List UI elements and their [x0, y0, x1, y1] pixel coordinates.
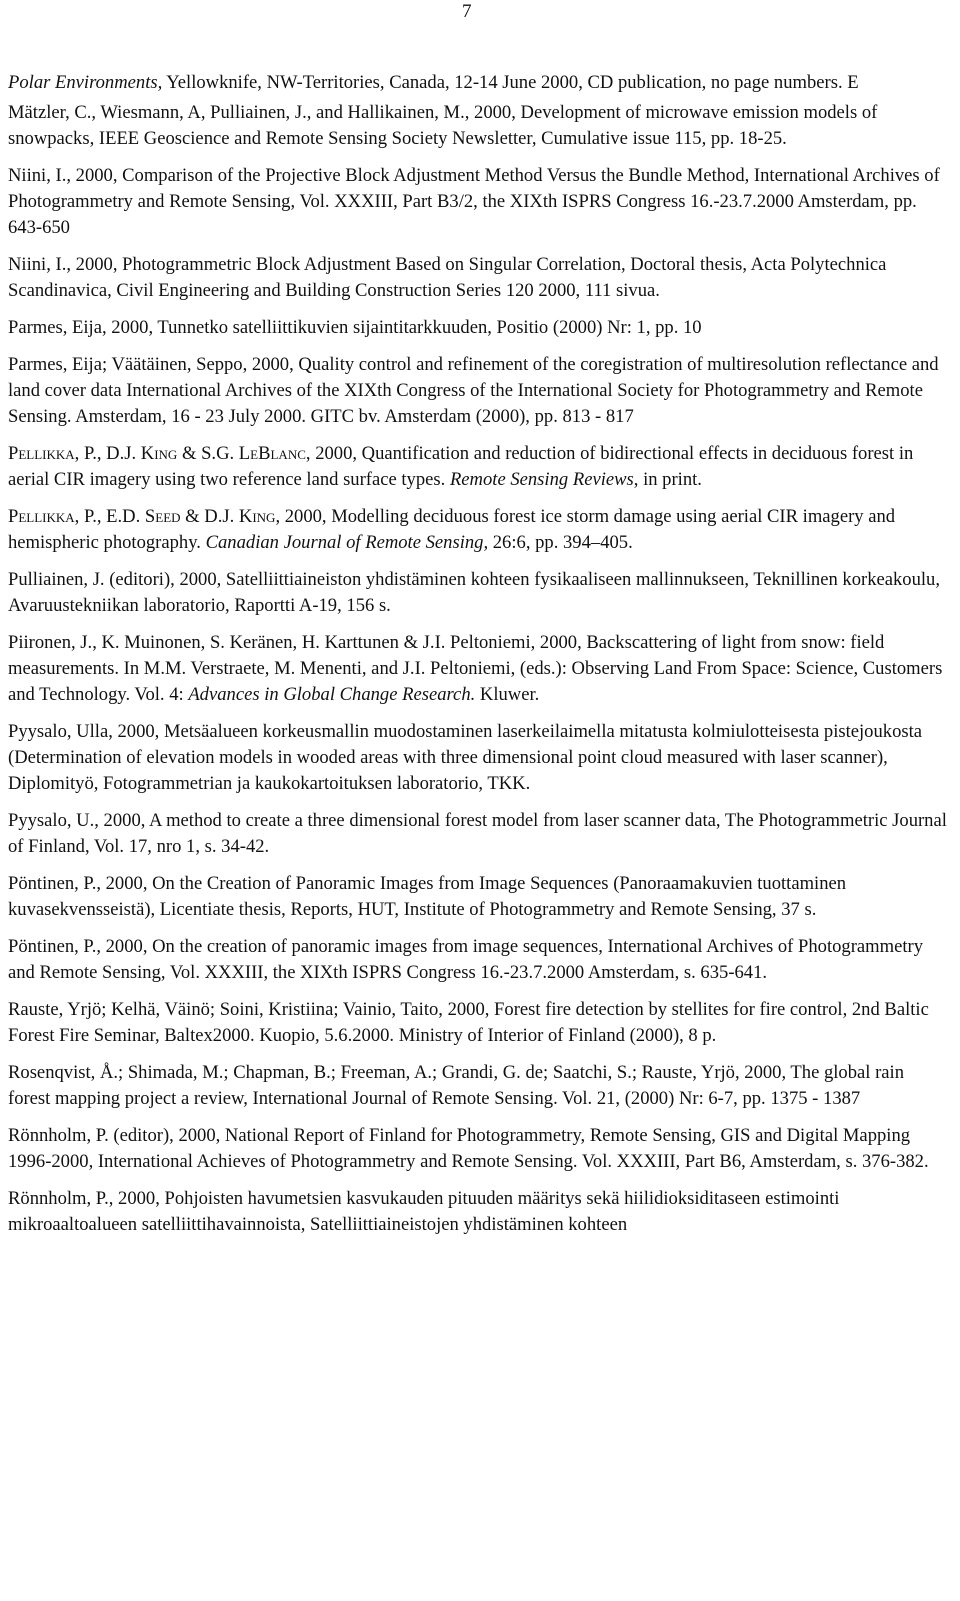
reference-item — [8, 70, 948, 96]
reference-italic: Polar Environments, — [8, 72, 163, 93]
reference-journal: Advances in Global Change Research. — [188, 684, 476, 705]
reference-authors: Pellikka, P., D.J. King & S.G. LeBlanc — [8, 443, 306, 464]
reference-text: Yellowknife, NW-Territories, Canada, 12-14 June 2000, CD publication, no page numbers. E — [162, 72, 859, 93]
reference-text: , in print. — [633, 469, 702, 490]
page-number: 7 — [462, 1, 472, 22]
reference-item — [8, 504, 948, 556]
reference-item: Rönnholm, P. (editor), 2000, National Report of Finland for Photogrammetry, Remote Sensing, GIS and Digital Mapping 1996-2000, International Achieves of Photogrammetry and Remote Sensing. Vol. XXXIII, Part B6, Amsterdam, s. 376-382. — [8, 1125, 929, 1172]
reference-authors: Pellikka, P., E.D. Seed & D.J. King — [8, 506, 276, 527]
reference-item: Pyysalo, Ulla, 2000, Metsäalueen korkeusmallin muodostaminen laserkeilaimella mitatusta kolmiulotteisesta pistejoukosta (Determination of elevation models in wooded areas with three dimensional point cloud measured with laser scanner), Diplomityö, Fotogrammetrian ja kaukokartoituksen laboratorio, TKK. — [8, 721, 923, 794]
reference-journal: Remote Sensing Reviews — [449, 469, 634, 490]
reference-journal: Canadian Journal of Remote Sensing, — [205, 532, 489, 553]
reference-text: , 2000, Modelling deciduous forest ice storm damage using aerial CIR imagery and hemispheric photography. — [8, 506, 896, 553]
reference-item: Pyysalo, U., 2000, A method to create a three dimensional forest model from laser scanner data, The Photogrammetric Journal of Finland, Vol. 17, nro 1, s. 34-42. — [8, 810, 947, 857]
reference-item: Niini, I., 2000, Photogrammetric Block Adjustment Based on Singular Correlation, Doctoral thesis, Acta Polytechnica Scandinavica, Civil Engineering and Building Construction Series 120 2000, 111 sivua. — [8, 254, 887, 301]
reference-text: , 2000, Quantification and reduction of bidirectional effects in deciduous forest in aerial CIR imagery using two reference land surface types. — [8, 443, 914, 490]
reference-item: Rosenqvist, Å.; Shimada, M.; Chapman, B.; Freeman, A.; Grandi, G. de; Saatchi, S.; Rauste, Yrjö, 2000, The global rain forest mapping project a review, International Journal of Remote Sensing. Vol. 21, (2000) Nr: 6-7, pp. 1375 - 1387 — [8, 1062, 905, 1109]
reference-text: 26:6, pp. 394–405. — [488, 532, 633, 553]
reference-item: Pöntinen, P., 2000, On the Creation of Panoramic Images from Image Sequences (Panoraamakuvien tuottaminen kuvasekvensseistä), Licentiate thesis, Reports, HUT, Institute of Photogrammetry and Remote Sensing, 37 s. — [8, 873, 847, 920]
reference-item: Parmes, Eija, 2000, Tunnetko satelliittikuvien sijaintitarkkuuden, Positio (2000) Nr: 1, pp. 10 — [8, 317, 702, 338]
reference-list — [8, 70, 948, 1249]
reference-text: Piironen, J., K. Muinonen, S. Keränen, H. Karttunen & J.I. Peltoniemi, 2000, Backscattering of light from snow: field measurements. In M.M. Verstraete, M. Menenti, and J.I. Peltoniemi, (eds.): Observing Land From Space: Science, Customers and Technology. Vol. 4: — [8, 632, 943, 705]
reference-item: Parmes, Eija; Väätäinen, Seppo, 2000, Quality control and refinement of the coregistration of multiresolution reflectance and land cover data International Archives of the XIXth Congress of the International Society for Photogrammetry and Remote Sensing. Amsterdam, 16 - 23 July 2000. GITC bv. Amsterdam (2000), pp. 813 - 817 — [8, 354, 939, 427]
reference-item: Rauste, Yrjö; Kelhä, Väinö; Soini, Kristiina; Vainio, Taito, 2000, Forest fire detection by stellites for fire control, 2nd Baltic Forest Fire Seminar, Baltex2000. Kuopio, 5.6.2000. Ministry of Interior of Finland (2000), 8 p. — [8, 999, 929, 1046]
reference-item: Mätzler, C., Wiesmann, A, Pulliainen, J., and Hallikainen, M., 2000, Development of microwave emission models of snowpacks, IEEE Geoscience and Remote Sensing Society Newsletter, Cumulative issue 115, pp. 18-25. — [8, 102, 878, 149]
reference-item — [8, 630, 948, 708]
reference-item: Rönnholm, P., 2000, Pohjoisten havumetsien kasvukauden pituuden määritys sekä hiilidioksiditaseen estimointi mikroaaltoalueen satelliittihavainnoista, Satelliittiaineistojen yhdistäminen kohteen — [8, 1188, 840, 1235]
reference-item: Niini, I., 2000, Comparison of the Projective Block Adjustment Method Versus the Bundle Method, International Archives of Photogrammetry and Remote Sensing, Vol. XXXIII, Part B3/2, the XIXth ISPRS Congress 16.-23.7.2000 Amsterdam, pp. 643-650 — [8, 165, 940, 238]
reference-item: Pöntinen, P., 2000, On the creation of panoramic images from image sequences, International Archives of Photogrammetry and Remote Sensing, Vol. XXXIII, the XIXth ISPRS Congress 16.-23.7.2000 Amsterdam, s. 635-641. — [8, 936, 923, 983]
reference-text: Kluwer. — [475, 684, 540, 705]
reference-item — [8, 441, 948, 493]
reference-item: Pulliainen, J. (editori), 2000, Satelliittiaineiston yhdistäminen kohteen fysikaaliseen mallinnukseen, Teknillinen korkeakoulu, Avaruustekniikan laboratorio, Raportti A-19, 156 s. — [8, 569, 940, 616]
